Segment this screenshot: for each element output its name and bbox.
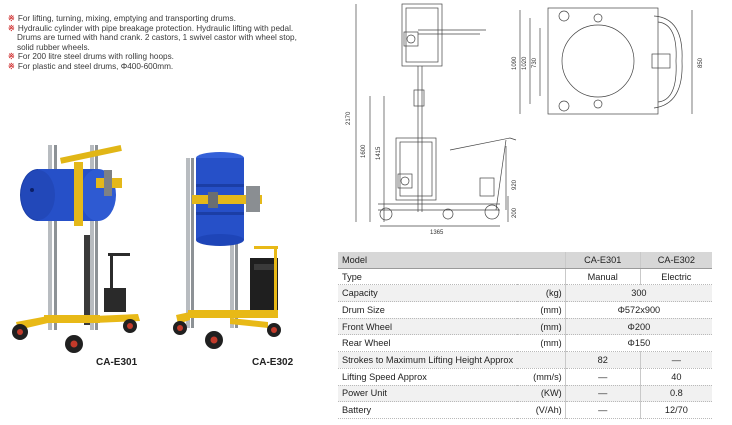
row-unit — [517, 352, 565, 369]
drum-lifter-manual-photo — [8, 140, 158, 355]
row-shared-value: Φ200 — [565, 318, 712, 335]
table-row — [338, 402, 712, 419]
side-view-drawing — [330, 0, 520, 240]
row-label: Rear Wheel — [338, 335, 517, 352]
table-row — [338, 385, 712, 402]
row-unit: (mm/s) — [517, 368, 565, 385]
table-row — [338, 352, 712, 369]
table-row — [338, 335, 712, 352]
row-value-ca-e301: — — [565, 368, 640, 385]
row-unit: (mm) — [517, 302, 565, 319]
feature-item-continuation: Drums are turned with hand crank. 2 castors, 1 swivel castor with wheel stop, — [17, 33, 297, 43]
row-value-ca-e301: 82 — [565, 352, 640, 369]
row-label: Front Wheel — [338, 318, 517, 335]
feature-item: ※ For lifting, turning, mixing, emptying and transporting drums. — [8, 14, 236, 23]
table-row — [338, 285, 712, 302]
dim-850: 850 — [698, 57, 704, 68]
row-label: Capacity — [338, 285, 517, 302]
row-label: Type — [338, 268, 517, 285]
row-label: Lifting Speed Approx — [338, 368, 517, 385]
dim-200: 200 — [512, 207, 518, 218]
row-value-ca-e301: — — [565, 402, 640, 419]
table-row — [338, 302, 712, 319]
bullet-mark-icon: ※ — [8, 61, 15, 71]
header-model: Model — [338, 252, 565, 268]
feature-list — [8, 14, 297, 72]
table-header-row — [338, 252, 712, 268]
table-row — [338, 268, 712, 285]
row-value-ca-e301: Manual — [565, 268, 640, 285]
row-value-ca-e301: — — [565, 385, 640, 402]
row-shared-value: Φ150 — [565, 335, 712, 352]
row-unit: (KW) — [517, 385, 565, 402]
dim-1090: 1090 — [512, 56, 518, 70]
caption-ca-e301: CA-E301 — [96, 357, 138, 368]
row-unit: (kg) — [517, 285, 565, 302]
row-shared-value: Φ572x900 — [565, 302, 712, 319]
row-unit — [517, 268, 565, 285]
table-row — [338, 318, 712, 335]
row-value-ca-e302: Electric — [640, 268, 712, 285]
dim-1600: 1600 — [361, 144, 367, 158]
caption-ca-e302: CA-E302 — [252, 357, 294, 368]
bullet-mark-icon: ※ — [8, 52, 15, 62]
header-ca-e301: CA-E301 — [565, 252, 640, 268]
row-unit: (mm) — [517, 318, 565, 335]
dim-1415: 1415 — [376, 146, 382, 160]
bullet-mark-icon: ※ — [8, 23, 15, 33]
row-value-ca-e302: 0.8 — [640, 385, 712, 402]
header-ca-e302: CA-E302 — [640, 252, 712, 268]
row-unit: (mm) — [517, 335, 565, 352]
feature-item: ※ For plastic and steel drums, Φ400-600mm. — [8, 61, 174, 71]
row-value-ca-e302: — — [640, 352, 712, 369]
row-unit: (V/Ah) — [517, 402, 565, 419]
row-label: Strokes to Maximum Lifting Height Approx — [338, 352, 517, 369]
row-label: Power Unit — [338, 385, 517, 402]
row-label: Battery — [338, 402, 517, 419]
feature-item-continuation: solid rubber wheels. — [17, 42, 90, 52]
table-row — [338, 368, 712, 385]
dim-1365: 1365 — [430, 230, 444, 236]
row-label: Drum Size — [338, 302, 517, 319]
top-view-drawing — [506, 4, 706, 124]
dim-1020: 1020 — [522, 56, 528, 70]
spec-table — [338, 252, 712, 419]
feature-item: ※ For 200 litre steel drums with rolling hoops. — [8, 52, 174, 62]
dim-2170: 2170 — [346, 111, 352, 125]
row-shared-value: 300 — [565, 285, 712, 302]
bullet-mark-icon: ※ — [8, 14, 15, 23]
dim-730: 730 — [532, 57, 538, 68]
row-value-ca-e302: 12/70 — [640, 402, 712, 419]
row-value-ca-e302: 40 — [640, 368, 712, 385]
drum-lifter-electric-photo — [170, 140, 300, 355]
dim-920: 920 — [512, 179, 518, 190]
feature-item: ※ Hydraulic cylinder with pipe breakage protection. Hydraulic lifting with pedal. — [8, 23, 294, 33]
